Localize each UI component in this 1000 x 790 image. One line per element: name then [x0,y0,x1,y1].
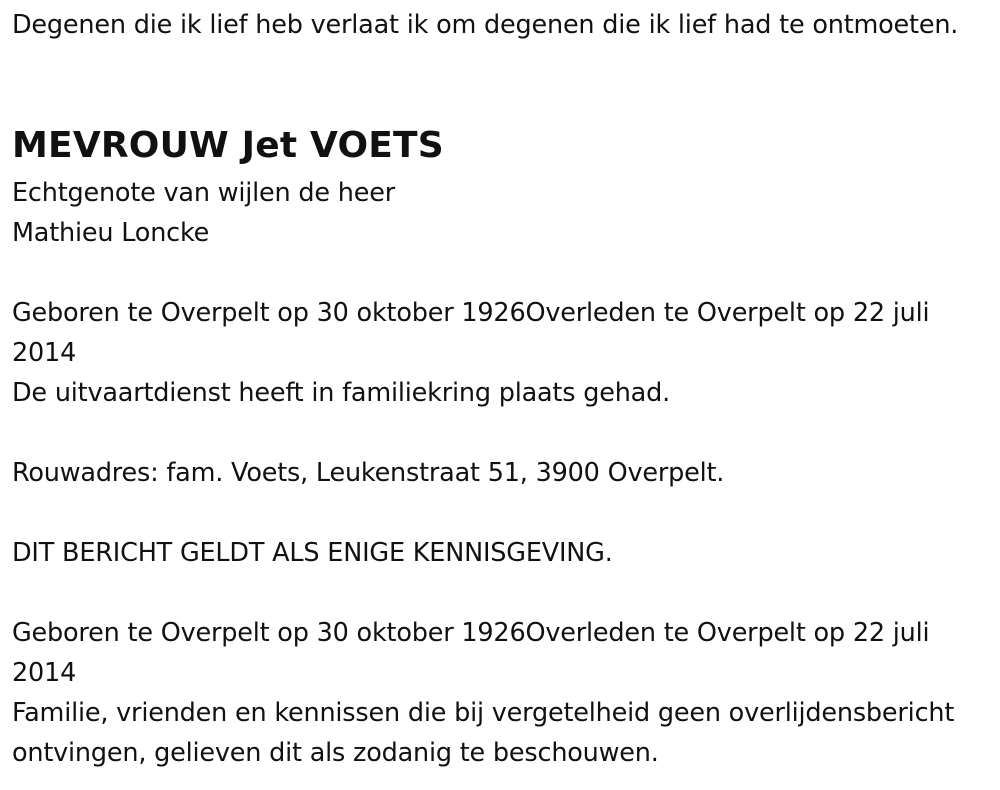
birth-statement: Geboren te Overpelt op 30 oktober 1926 [12,298,526,328]
spouse-line-1: Echtgenote van wijlen de heer [12,178,395,208]
death-statement: Overleden te Overpelt op 22 juli 2014 [12,298,930,368]
spouse-line-2: Mathieu Loncke [12,218,210,248]
birth-death-dates-first [12,293,988,373]
death-statement: Overleden te Overpelt op 22 juli 2014 [12,618,930,688]
funeral-service-note: De uitvaartdienst heeft in familiekring plaats gehad. [12,378,670,408]
mourning-address: Rouwadres: fam. Voets, Leukenstraat 51, 3900 Overpelt. [12,458,725,488]
deceased-name: MEVROUW Jet VOETS [12,125,444,166]
family-note: Familie, vrienden en kennissen die bij vergetelheid geen overlijdensbericht ontvingen, gelieven dit als zodanig te beschouwen. [12,698,955,768]
official-notice: DIT BERICHT GELDT ALS ENIGE KENNISGEVING. [12,538,613,568]
birth-death-dates-second [12,613,988,693]
opening-quote: Degenen die ik lief heb verlaat ik om degenen die ik lief had te ontmoeten. [12,10,959,40]
birth-statement: Geboren te Overpelt op 30 oktober 1926 [12,618,526,648]
spouse-info [12,173,988,253]
